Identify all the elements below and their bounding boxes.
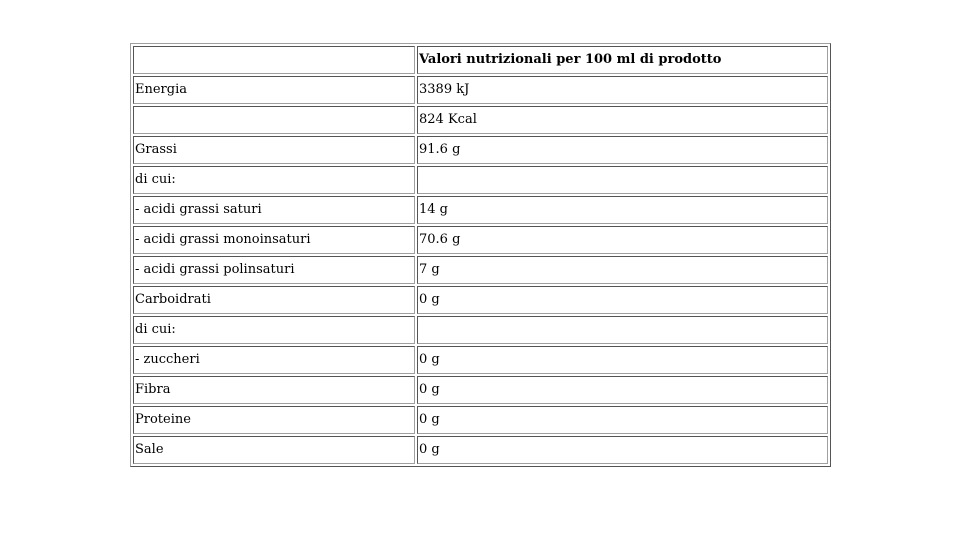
nutrient-value: 91.6 g — [417, 136, 828, 164]
nutrient-value: 0 g — [417, 376, 828, 404]
nutrient-value: 824 Kcal — [417, 106, 828, 134]
nutrient-value — [417, 166, 828, 194]
nutrient-label: Energia — [133, 76, 415, 104]
nutrient-value: 7 g — [417, 256, 828, 284]
nutrient-value: 0 g — [417, 286, 828, 314]
table-row — [133, 406, 828, 434]
nutrient-value: 3389 kJ — [417, 76, 828, 104]
nutrient-value: 0 g — [417, 346, 828, 374]
nutrient-value — [417, 316, 828, 344]
table-row — [133, 286, 828, 314]
nutrient-label: - acidi grassi polinsaturi — [133, 256, 415, 284]
table-row — [133, 76, 828, 104]
table-row — [133, 376, 828, 404]
nutrient-value: 70.6 g — [417, 226, 828, 254]
table-row — [133, 196, 828, 224]
table-row — [133, 436, 828, 464]
table-row — [133, 226, 828, 254]
table-row — [133, 256, 828, 284]
header-label-cell — [133, 46, 415, 74]
table-row — [133, 166, 828, 194]
nutrient-label: Grassi — [133, 136, 415, 164]
nutrient-value: 0 g — [417, 436, 828, 464]
table-row — [133, 316, 828, 344]
nutrient-label: - acidi grassi saturi — [133, 196, 415, 224]
nutrient-label: di cui: — [133, 316, 415, 344]
table-header-row — [133, 46, 828, 74]
nutrient-label: Fibra — [133, 376, 415, 404]
nutrient-label: Proteine — [133, 406, 415, 434]
nutrient-label: - acidi grassi monoinsaturi — [133, 226, 415, 254]
table-row — [133, 346, 828, 374]
table-row — [133, 136, 828, 164]
nutrient-label: Carboidrati — [133, 286, 415, 314]
table-row — [133, 106, 828, 134]
header-value-cell: Valori nutrizionali per 100 ml di prodotto — [417, 46, 828, 74]
nutrient-label — [133, 106, 415, 134]
nutrient-label: - zuccheri — [133, 346, 415, 374]
nutrient-label: Sale — [133, 436, 415, 464]
nutrient-label: di cui: — [133, 166, 415, 194]
nutrition-table — [130, 43, 831, 467]
nutrient-value: 0 g — [417, 406, 828, 434]
nutrient-value: 14 g — [417, 196, 828, 224]
